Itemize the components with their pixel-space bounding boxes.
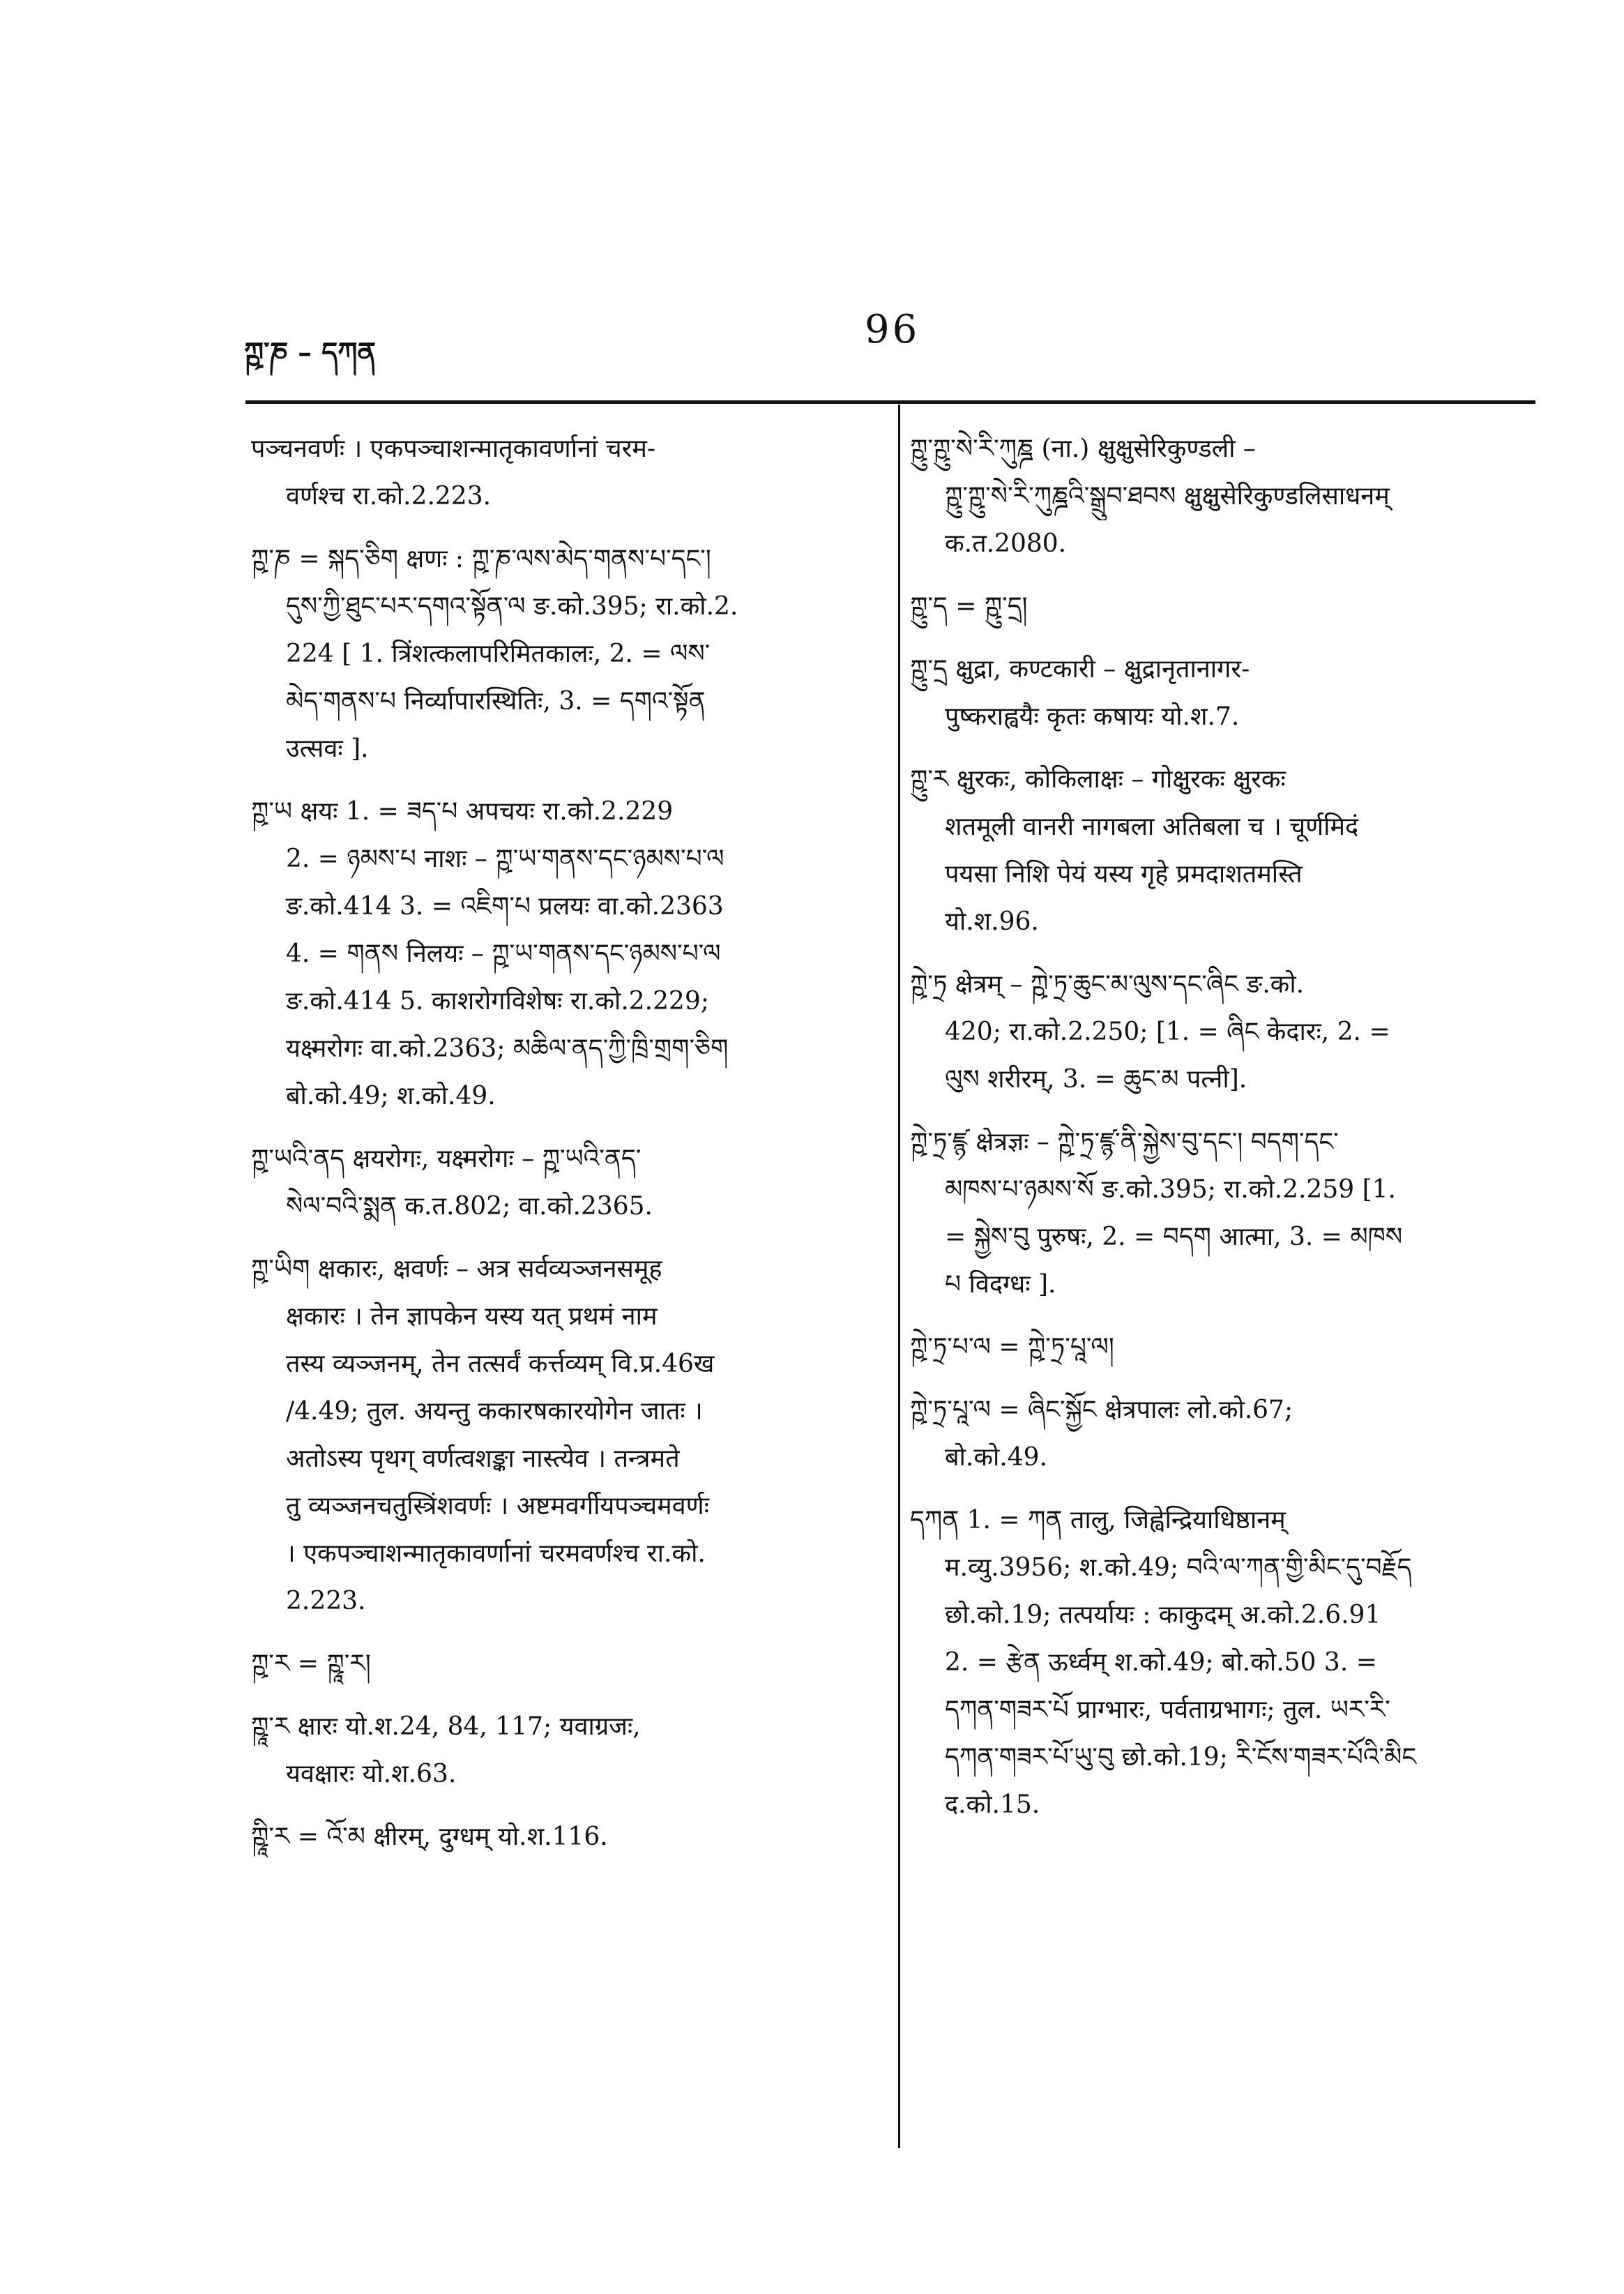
entry-line: बो.को.49; श.को.49.	[286, 1082, 496, 1110]
entry-line: यक्ष्मरोगः वा.को.2363; མཆིལ་ནད་ཀྱི་ཁྲི་གྲག་ཅིག	[286, 1034, 729, 1063]
dictionary-entry	[910, 583, 1531, 631]
entry-line: མཁས་པ་ཉམས་སོ ङ.को.395; रा.को.2.259 [1.	[945, 1175, 1396, 1204]
entry-line: द.को.15.	[945, 1790, 1040, 1819]
left-column	[251, 425, 865, 1876]
entry-headline: ཀྵུ་ཀྵུ་སེ་རི་ཀུཎྜ (ना.) क्षुक्षुसेरिकुण्डली –	[910, 435, 1256, 463]
dictionary-entry	[910, 756, 1531, 946]
entry-headline: ཀྵ་ཡའི་ནད क्षयरोगः, यक्ष्मरोगः – ཀྵ་ཡའི་ནད་	[251, 1145, 642, 1173]
entry-line: = སྐྱེས་བུ पुरुषः, 2. = བདག आत्मा, 3. = མཁས	[945, 1223, 1403, 1251]
entry-line: /4.49; तुल. अयन्तु ककारषकारयोगेन जातः ।	[286, 1397, 703, 1426]
entry-line: म.व्यु.3956; श.को.49; བའི་ལ་ཀན་གྱི་མིང་དུ་བརྗོད	[945, 1553, 1412, 1582]
dictionary-entry	[251, 425, 865, 520]
entry-headline: ཀྵེ་ཏྲ་པ་ལ = ཀྵེ་ཏྲ་པཱ་ལ།	[910, 1333, 1114, 1361]
right-column	[910, 425, 1531, 1844]
page-header	[237, 307, 1534, 370]
entry-line: ङ.को.414 5. काशरोगविशेषः रा.को.2.229;	[286, 987, 709, 1016]
entry-line: शतमूली वानरी नागबला अतिबला च । चूर्णमिदं	[945, 813, 1359, 841]
dictionary-entry	[251, 536, 865, 773]
entry-headline: ཀྵུ་དྲ क्षुद्रा, कण्टकारी – क्षुद्रानृतानागर-	[910, 655, 1250, 684]
entry-headline: ཀྵེ་ཏྲ क्षेत्रम् – ཀྵེ་ཏྲ་ཆུང་མ་ལུས་དང་ཞིང ङ.को.	[910, 970, 1305, 999]
entry-line: । एकपञ्चाशन्मातृकावर्णानां चरमवर्णश्च रा.को.	[286, 1539, 706, 1568]
entry-line: बो.को.49.	[945, 1443, 1047, 1472]
entry-line: ङ.को.414 3. = འཇིག་པ प्रलयः वा.को.2363	[286, 892, 724, 921]
header-rule	[245, 400, 1535, 404]
entry-line: क.त.2080.	[945, 529, 1067, 558]
entry-line: 224 [ 1. त्रिंशत्कलापरिमितकालः, 2. = ལས་	[286, 640, 711, 668]
entry-line: དཀན་གཟར་པོ་ཡུ་བུ छो.को.19; རི་ངོས་གཟར་པོའི་མིང	[945, 1743, 1417, 1772]
entry-line: ཀྵུ་ཀྵུ་སེ་རི་ཀུཎྜའི་སྒྲུབ་ཐབས क्षुक्षुसेरिकुण्डलिसाधनम्	[945, 482, 1390, 511]
entry-headline: ཀྵཱ་ར क्षारः यो.श.24, 84, 117; यवाग्रजः,	[251, 1712, 641, 1741]
entry-headline: ཀྵ་ཎ = སྐད་ཅིག क्षणः : ཀྵ་ཎ་ལས་མེད་གནས་པ་དང་།	[251, 545, 711, 573]
dictionary-entry	[251, 1640, 865, 1688]
entry-line: སེལ་བའི་སྨན क.त.802; वा.को.2365.	[286, 1192, 653, 1221]
entry-line: དུས་ཀྱི་ཐུང་པར་དགའ་སྟོན་ལ ङ.को.395; रा.को.2.	[286, 592, 738, 621]
entry-headline: ཀྵཱི་ར = འོ་མ क्षीरम्, दुग्धम् यो.श.116.	[251, 1823, 608, 1851]
dictionary-entry	[910, 1119, 1531, 1308]
entry-line: अतोऽस्य पृथग् वर्णत्वशङ्का नास्त्येव । तन्त्रमते	[286, 1444, 680, 1473]
running-head: ཀྵ་ཎ – དཀན	[244, 336, 377, 369]
dictionary-entry	[910, 1324, 1531, 1371]
entry-line: पुष्कराह्वयैः कृतः कषायः यो.श.7.	[945, 702, 1240, 731]
entry-line: 2. = ཉམས་པ नाशः – ཀྵ་ཡ་གནས་དང་ཉམས་པ་ལ	[286, 845, 724, 873]
entry-line: མེད་གནས་པ निर्व्यापारस्थितिः, 3. = དགའ་སྟོན	[286, 687, 706, 716]
entry-headline: ཀྵེ་ཏྲ་པཱ་ལ = ཞིང་སྐྱོང क्षेत्रपालः लो.को.67;	[910, 1396, 1293, 1424]
entry-line: उत्सवः ].	[286, 734, 369, 763]
dictionary-entry	[251, 1246, 865, 1625]
column-divider	[898, 405, 900, 2148]
entry-line: यवक्षारः यो.श.63.	[286, 1760, 457, 1788]
dictionary-entry	[251, 1813, 865, 1861]
dictionary-entry	[251, 788, 865, 1120]
entry-line: छो.को.19; तत्पर्यायः : काकुदम् अ.को.2.6.91	[945, 1601, 1381, 1629]
entry-headline: ཀྵུ་ར क्षुरकः, कोकिलाक्षः – गोक्षुरकः क्षुरकः	[910, 765, 1286, 794]
entry-headline: ཀྵ་ཡིག क्षकारः, क्षवर्णः – अत्र सर्वव्यञ्जनसमूह	[251, 1255, 662, 1283]
entry-headline: ཀྵ་ར = ཀྵཱ་ར།	[251, 1650, 371, 1678]
entry-line: वर्णश्च रा.को.2.223.	[286, 482, 492, 511]
entry-line: तस्य व्यञ्जनम्, तेन तत्सर्वं कर्त्तव्यम् वि.प्र.46ख	[286, 1350, 715, 1378]
dictionary-entry	[910, 1387, 1531, 1481]
entry-line: ལུས शरीरम्, 3. = ཆུང་མ पत्नी].	[945, 1065, 1247, 1094]
entry-headline: ཀྵ་ཡ क्षयः 1. = ཟད་པ अपचयः रा.को.2.229	[251, 797, 674, 826]
dictionary-entry	[910, 425, 1531, 568]
dictionary-entry	[251, 1703, 865, 1798]
entry-line: तु व्यञ्जनचतुस्त्रिंशवर्णः । अष्टमवर्गीयपञ्चमवर्णः	[286, 1492, 709, 1520]
dictionary-entry	[910, 646, 1531, 741]
dictionary-entry	[910, 961, 1531, 1103]
entry-headline: དཀན 1. = ཀན तालु, जिह्वेन्द्रियाधिष्ठानम्	[910, 1506, 1286, 1534]
entry-line: पयसा निशि पेयं यस्य गृहे प्रमदाशतमस्ति	[945, 860, 1303, 889]
entry-line: དཀན་གཟར་པོ प्राग्भारः, पर्वताग्रभागः; तुल. ཡར་རི་	[945, 1696, 1390, 1724]
entry-line: 2. = རྩེན ऊर्ध्वम् श.को.49; बो.को.50 3. =	[945, 1648, 1377, 1677]
entry-headline: ཀྵུ་ད = ཀྵུ་དྲ།	[910, 592, 1028, 621]
dictionary-entry	[251, 1135, 865, 1230]
entry-line: 420; रा.को.2.250; [1. = ཞིང केदारः, 2. =	[945, 1018, 1390, 1046]
entry-line: པ विदग्धः ].	[945, 1270, 1056, 1299]
entry-headline: पञ्चनवर्णः । एकपञ्चाशन्मातृकावर्णानां चरम-	[251, 435, 656, 463]
entry-line: 4. = གནས निलयः – ཀྵ་ཡ་གནས་དང་ཉམས་པ་ལ	[286, 940, 721, 968]
dictionary-entry	[910, 1497, 1531, 1829]
entry-headline: ཀྵེ་ཏྲ་ཛྙ क्षेत्रज्ञः – ཀྵེ་ཏྲ་ཛྙ་ནི་སྐྱེས་བུ་དང་། བདག་དང་	[910, 1128, 1339, 1156]
entry-line: क्षकारः । तेन ज्ञापकेन यस्य यत् प्रथमं नाम	[286, 1302, 658, 1331]
entry-line: 2.223.	[286, 1587, 366, 1615]
page-number: 96	[865, 307, 920, 352]
entry-line: यो.श.96.	[945, 907, 1039, 936]
